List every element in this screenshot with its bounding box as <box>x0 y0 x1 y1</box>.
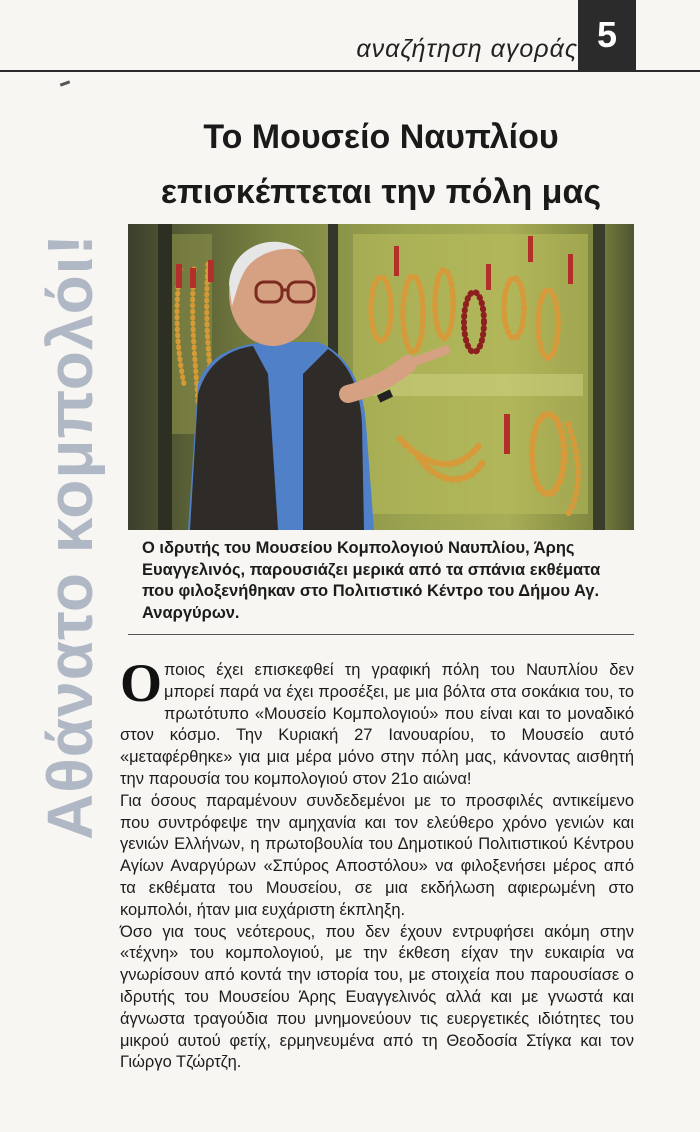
headline-line-2: επισκέπτεται την πόλη μας <box>160 173 602 211</box>
photo-caption: Ο ιδρυτής του Μουσείου Κομπολογιού Ναυπλίου, Άρης Ευαγγελινός, παρουσιάζει μερικά από τα σπάνια εκθέματα που φιλοξενήθηκαν στο Πολιτιστικό Κέντρο του Δήμου Αγ. Αναργύρων. <box>142 539 601 622</box>
side-title-wrap <box>34 120 106 840</box>
caption-rule <box>128 634 634 635</box>
drop-cap: Ο <box>120 653 163 713</box>
paragraph-1-text: ποιος έχει επισκεφθεί τη γραφική πόλη του Ναυπλίου δεν μπορεί παρά να έχει προσέξει, με μια βόλτα στα σοκάκια του, το πρωτότυπο «Μουσείο Κομπολογιού» που είναι και το μοναδικό στον κόσμο. Την Κυριακή 27 Ιανουαρίου, το Μουσείο αυτό «μεταφέρθηκε» για μια μέρα μόνο στην πόλη μας, κάνοντας αισθητή την παρουσία του κομπολογιού στον 21ο αιώνα! <box>120 661 634 788</box>
article-photo <box>128 224 634 530</box>
section-label: αναζήτηση αγοράς <box>356 35 578 63</box>
paragraph-3: Όσο για τους νεότερους, που δεν έχουν εντρυφήσει ακόμη στην «τέχνη» του κομπολογιού, με την έκθεση είχαν την ευκαιρία να γνωρίσουν από κοντά την ιστορία του, με στοιχεία που παρουσίασε ο ιδρυτής του Μουσείου Άρης Ευαγγελινός αλλά και με γνωστά και άγνωστα τραγούδια που μνημονεύουν τις ευεργετικές ιδιότητες του μικρού αυτού φετίχ, ερμηνευμένα από τη Θεοδοσία Στίγκα και τον Γιώργο Τζώρτζη. <box>120 922 634 1072</box>
article-body <box>120 653 634 1074</box>
case-frame-left <box>158 224 172 530</box>
print-smudge <box>60 80 70 86</box>
paragraph-2: Για όσους παραμένουν συνδεδεμένοι με το προσφιλές αντικείμενο που συντρόφεψε την αμηχανία και τον ελεύθερο χρόνο γενιών και γενιών Ελλήνων, η πρωτοβουλία του Δημοτικού Πολιτιστικού Κέντρου Αγίων Αναργύρων «Σπύρος Αποστόλου» να φιλοξενήσει μέρος από τα εκθέματα του Μουσείου, σε μια εκδήλωση αφιερωμένη στο κομπολόι, ήταν μια ευχάριστη έκπληξη. <box>120 791 634 919</box>
case-frame-right <box>593 224 605 530</box>
header-rule <box>0 70 700 72</box>
paragraph-1 <box>120 653 634 791</box>
page-number: 5 <box>578 0 636 70</box>
side-title: Αθάνατο κομπολόι! <box>34 233 106 840</box>
photo-illustration <box>128 224 634 530</box>
headline-line-1: Το Μουσείο Ναυπλίου <box>203 118 559 156</box>
